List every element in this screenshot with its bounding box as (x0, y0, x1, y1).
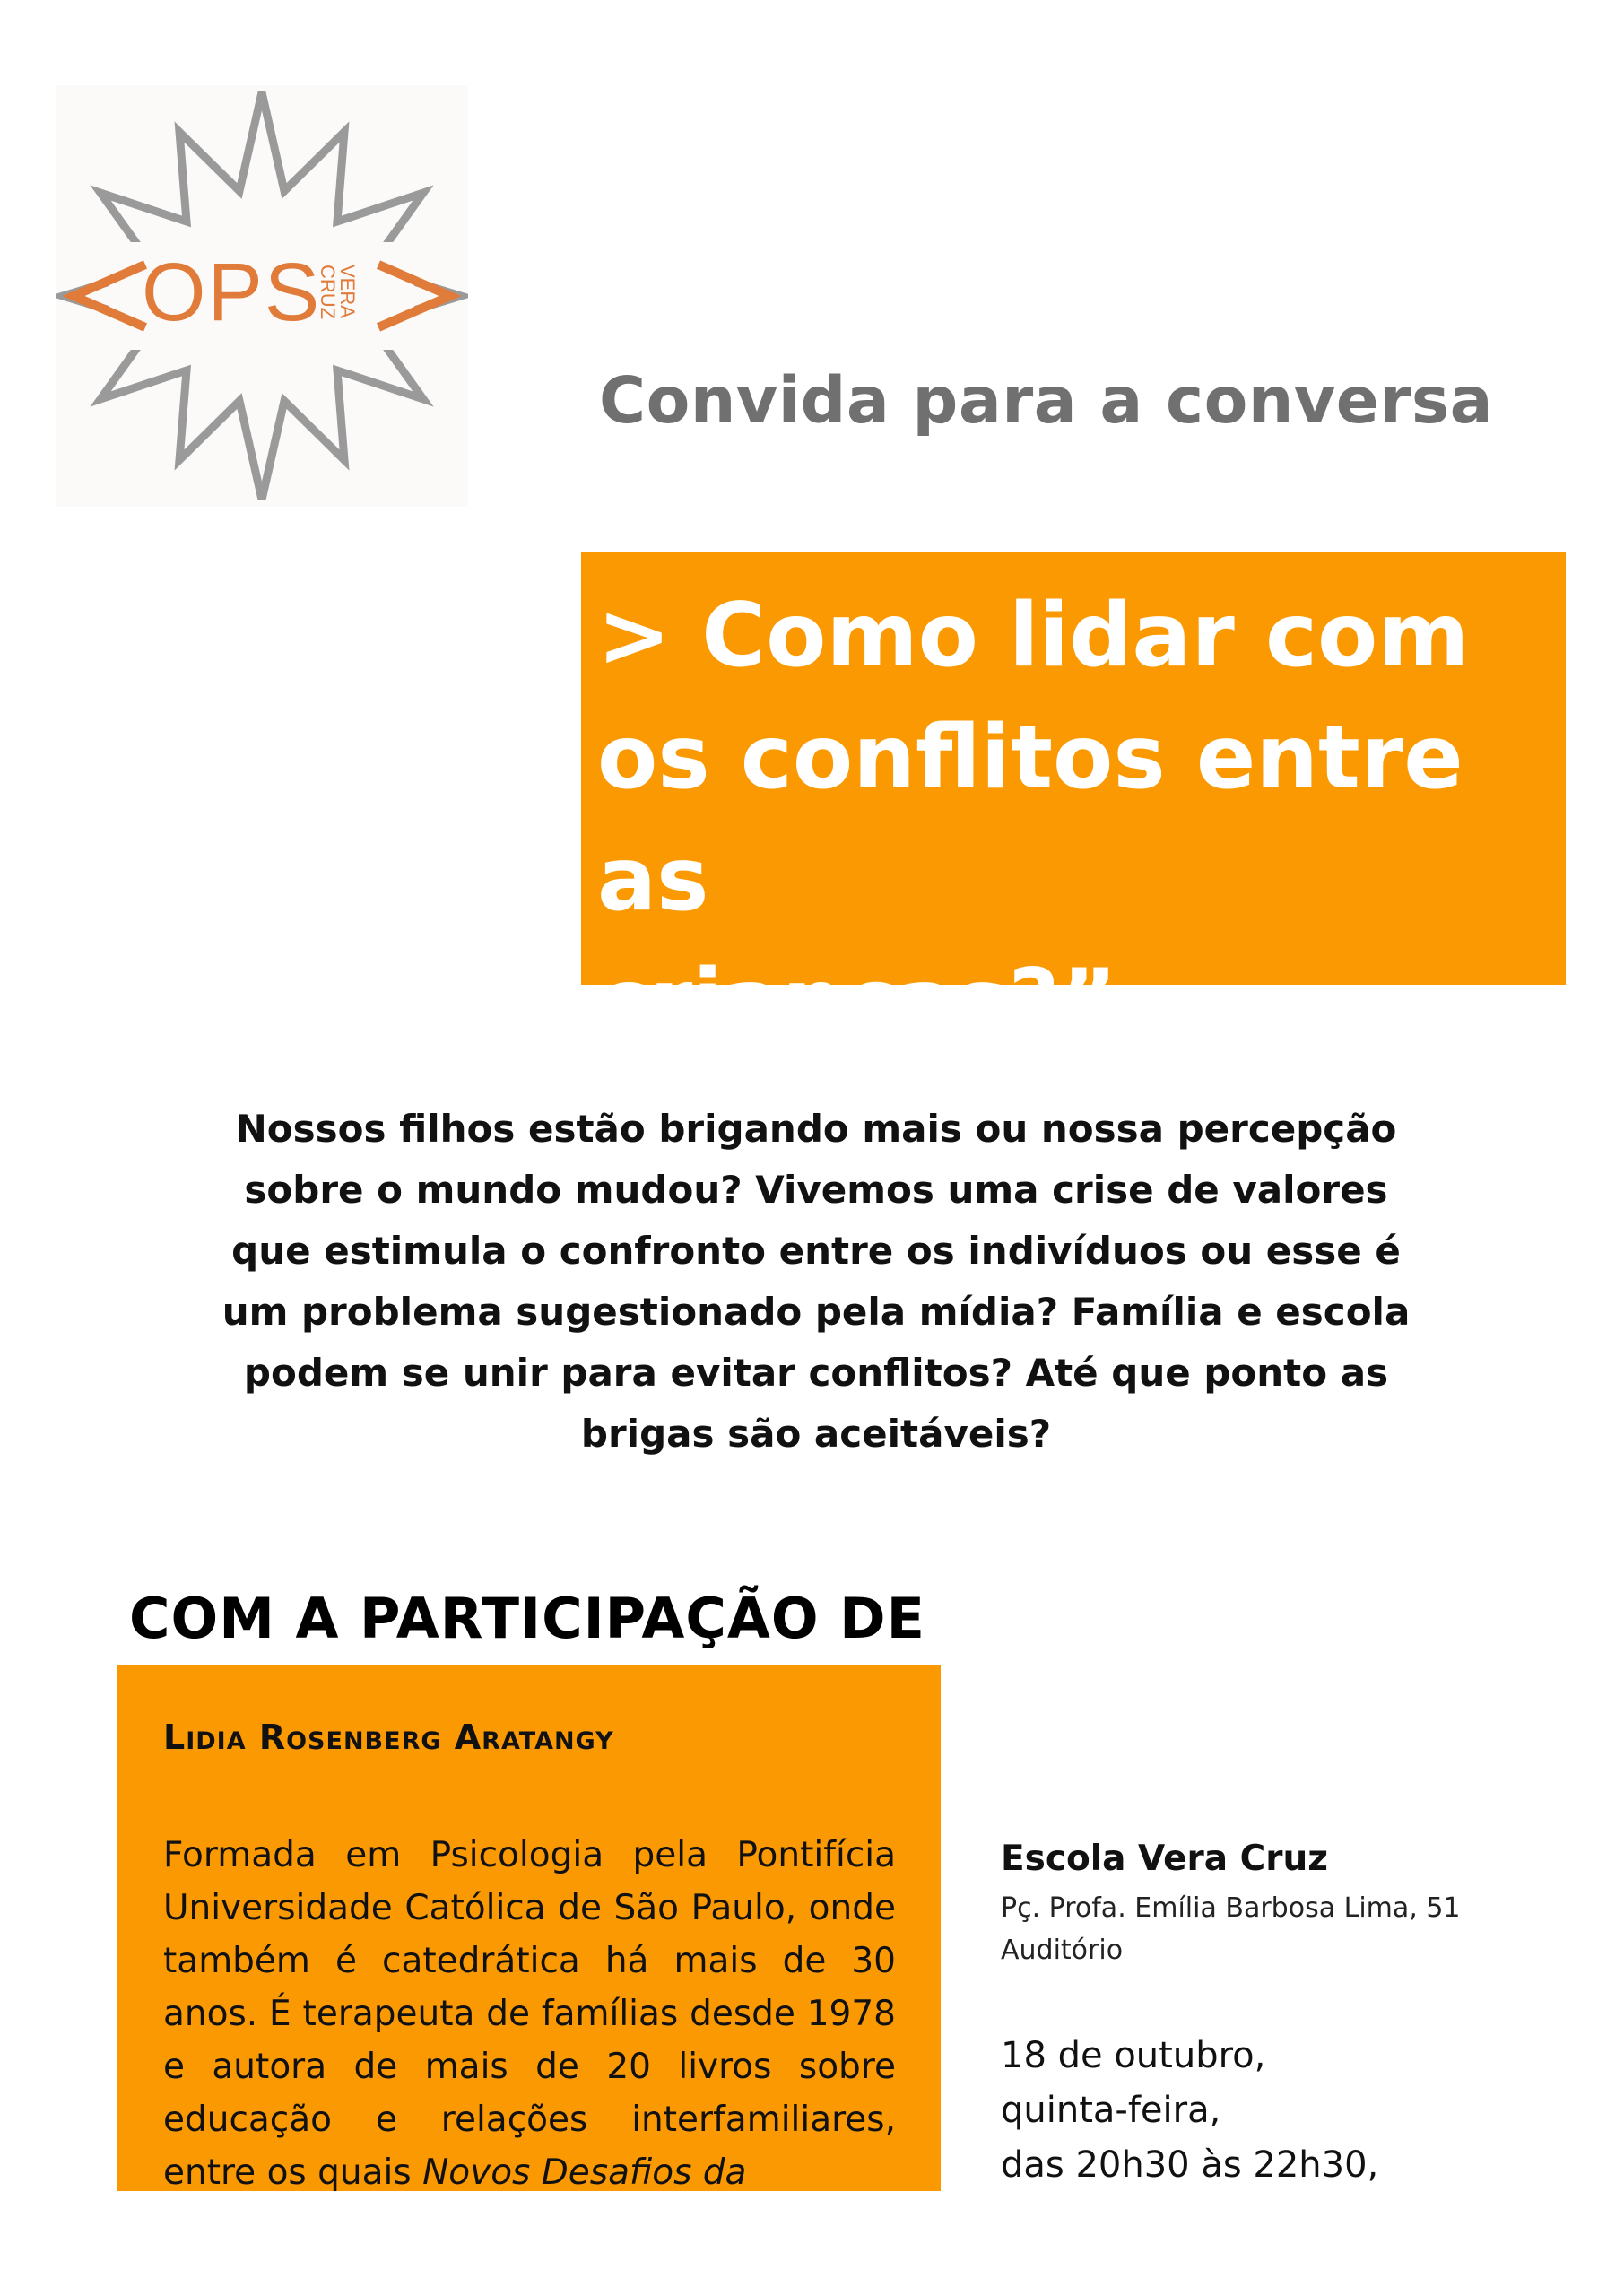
participation-heading: COM A PARTICIPAÇÃO DE (129, 1586, 926, 1651)
venue-name: Escola Vera Cruz (1001, 1839, 1328, 1879)
speaker-bio-text: Formada em Psicologia pela Pontifícia Universidade Católica de São Paulo, onde também é catedrática há mais de 30 anos. É terapeuta de famílias desde 1978 e autora de mais de 20 livros sobre educação e relações interfamiliares, entre os quais (163, 1835, 896, 2191)
logo-ops-text: OPS (142, 247, 322, 338)
ops-vera-cruz-logo (56, 85, 468, 507)
logo-cruz-text: CRUZ (317, 265, 339, 320)
sun-star-icon (56, 85, 468, 507)
tagline: Convida para a conversa (599, 363, 1494, 438)
speaker-bio (163, 1829, 896, 2191)
venue-room: Auditório (1001, 1935, 1124, 1966)
intro-paragraph: Nossos filhos estão brigando mais ou nossa percepção sobre o mundo mudou? Vivemos uma crise de valores que estimula o confronto entre os indivíduos ou esse é um problema sugestionado pela mídia? Família e escola podem se unir para evitar conflitos? Até que ponto as brigas são aceitáveis? (221, 1107, 1411, 1456)
speaker-box (117, 1665, 941, 2191)
venue-address: Pç. Profa. Emília Barbosa Lima, 51 (1001, 1892, 1461, 1924)
event-title: > Como lidar com os conflitos entre as crianças?” (597, 585, 1470, 1053)
speaker-bio-book-title: Novos Desafios da (422, 2152, 747, 2191)
event-date-time: 18 de outubro, quinta-feira, das 20h30 às 22h30, (1001, 2035, 1379, 2186)
logo-vera-text: VERA (336, 265, 359, 318)
title-banner (581, 552, 1566, 1053)
speaker-name: Lidia Rosenberg Aratangy (163, 1718, 614, 1757)
